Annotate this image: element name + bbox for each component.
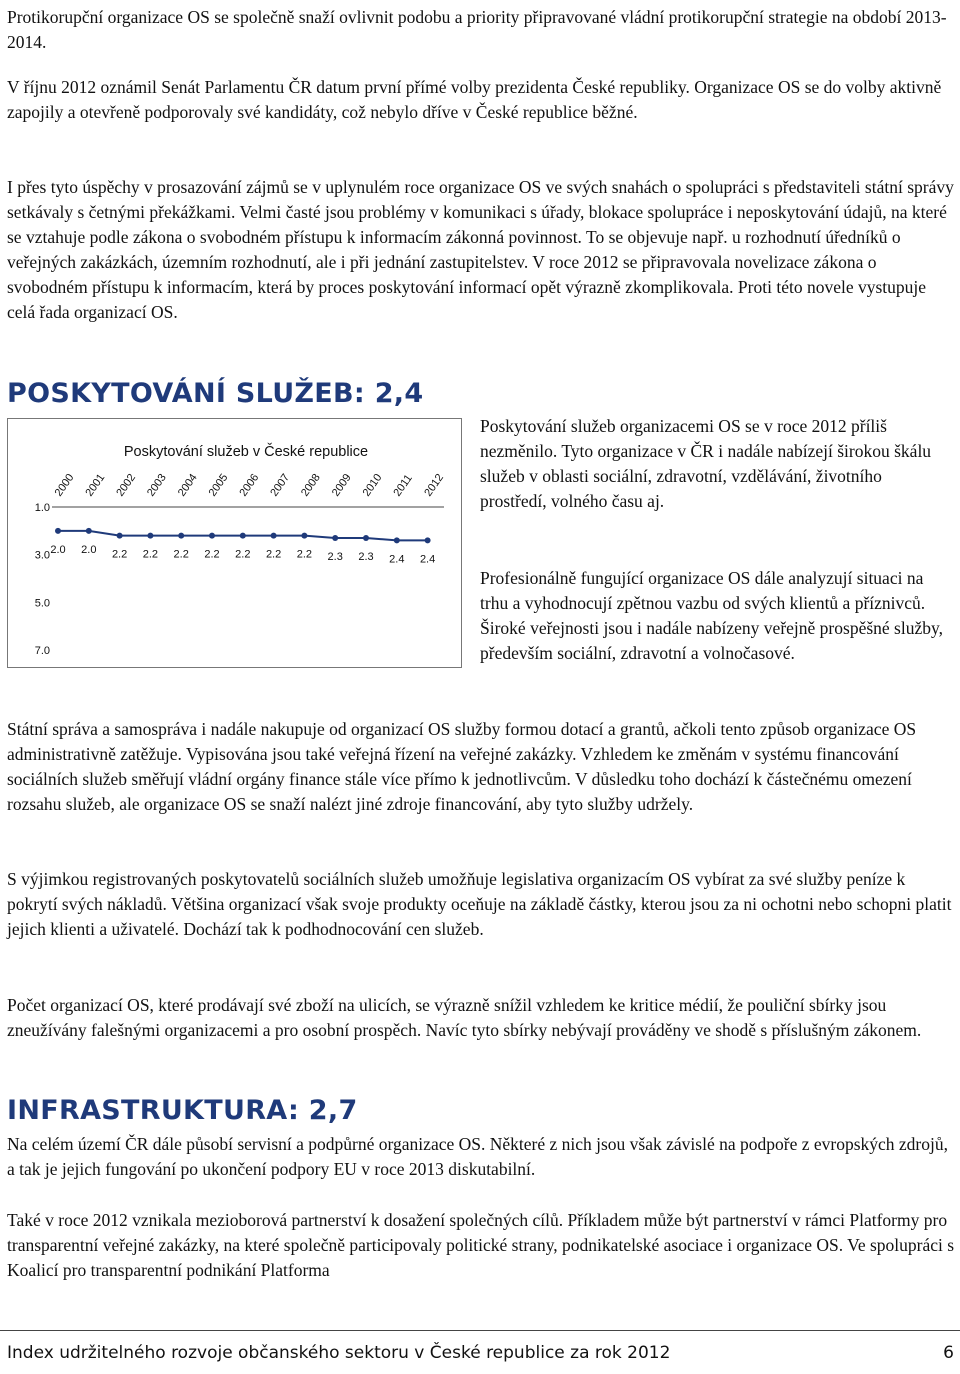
- x-tick-label: 2012: [422, 471, 447, 499]
- y-tick-label: 5.0: [34, 597, 50, 610]
- paragraph-support-organizations: Na celém území ČR dále působí servisní a podpůrné organizace OS. Některé z nich jsou však závislé na podpoře z evropských zdrojů, a tak je jejich fungování po ukončení podpory EU v roce 2013 diskutabilní.: [7, 1134, 948, 1179]
- x-tick-label: 2005: [206, 471, 231, 499]
- data-point: [147, 533, 153, 539]
- data-point: [117, 533, 123, 539]
- data-label: 2.2: [173, 548, 189, 561]
- paragraph-obstacles: I přes tyto úspěchy v prosazování zájmů se v uplynulém roce organizace OS ve svých snahách o spolupráci s představiteli státní správy setkávaly s četnými překážkami. Velmi časté jsou problémy v komunikaci s úřady, blokace spolupráce i neposkytování údajů, na které se vztahuje podle zákona o svobodném přístupu k informacím zákonná povinnost. To se objevuje např. u rozhodnutí úředníků o veřejných zakázkách, územním rozhodnutí, ale i při jednání zastupitelstev. V roce 2012 se připravovala novelizace zákona o svobodném přístupu k informacím, která by proces poskytování informací opět výrazně zkomplikovala. Proti této novele vystupuje celá řada organizací OS.: [7, 177, 954, 322]
- footer-divider: [0, 1330, 960, 1331]
- x-tick-label: 2010: [360, 471, 385, 499]
- data-point: [178, 533, 184, 539]
- data-label: 2.3: [358, 550, 374, 563]
- data-label: 2.2: [296, 548, 313, 561]
- y-tick-label: 7.0: [34, 645, 50, 657]
- data-point: [271, 533, 277, 539]
- y-tick-label: 1.0: [34, 502, 50, 514]
- data-label: 2.3: [327, 550, 343, 563]
- data-point: [394, 537, 400, 543]
- data-label: 2.4: [389, 553, 405, 566]
- data-point: [332, 535, 338, 541]
- services-chart: [7, 418, 462, 668]
- paragraph-fees: S výjimkou registrovaných poskytovatelů sociálních služeb umožňuje legislativa organizacím OS vybírat za své služby peníze k pokrytí svých nákladů. Většina organizací však svoje produkty oceňuje na základě částky, kterou jsou za ni ochotni nebo schopni platit jejich klienti a uživatelé. Dochází tak k podhodnocování cen služeb.: [7, 869, 952, 939]
- data-point: [55, 528, 61, 534]
- x-tick-label: 2003: [145, 471, 169, 499]
- paragraph-street-collections: Počet organizací OS, které prodávají své zboží na ulicích, se výrazně snížil vzhledem ke kritice médií, že pouliční sbírky jsou zneužívány falešnými organizacemi a pro osobní prospěch. Navíc tyto sbírky nebývají prováděny ve shodě s příslušným zákonem.: [7, 995, 922, 1040]
- x-tick-label: 2006: [237, 471, 262, 499]
- x-tick-label: 2009: [329, 471, 354, 499]
- data-point: [301, 533, 307, 539]
- footer-title: Index udržitelného rozvoje občanského sektoru v České republice za rok 2012: [7, 1343, 671, 1363]
- paragraph-presidential-election: V říjnu 2012 oznámil Senát Parlamentu ČR datum první přímé volby prezidenta České republiky. Organizace OS se do volby aktivně zapojily a otevřeně podporovaly své kandidáty, což nebylo dříve v České republice běžné.: [7, 77, 942, 122]
- paragraph-partnerships: Také v roce 2012 vznikala mezioborová partnerství k dosažení společných cílů. Příkladem může být partnerství v rámci Platformy pro transparentní veřejné zakázky, na které společně participovaly politické strany, podnikatelské asociace i organizace OS. Ve spolupráci s Koalicí pro transparentní podnikání Platforma: [7, 1210, 955, 1280]
- side-paragraph-services-1: Poskytování služeb organizacemi OS se v roce 2012 příliš nezměnilo. Tyto organizace v ČR i nadále nabízejí širokou škálu služeb v oblasti sociální, zdravotní, vzdělávání, životního prostředí, volného času aj.: [480, 416, 932, 511]
- chart-title: Poskytování služeb v České republice: [123, 444, 369, 460]
- x-tick-label: 2007: [268, 471, 293, 499]
- x-tick-label: 2008: [299, 471, 323, 499]
- paragraph-state-purchase: Státní správa a samospráva i nadále nakupuje od organizací OS služby formou dotací a grantů, ačkoli tento způsob organizace OS administrativně zatěžuje. Vypisována jsou také veřejná řízení na veřejné zakázky. Vzhledem ke změnám v systému financování sociálních služeb směřují vládní orgány finance stále více přímo k jednotlivcům. V důsledku toho dochází k částečnému omezení rozsahu služeb, ale organizace OS se snaží nalézt jiné zdroje financování, aby tyto služby udržely.: [7, 719, 917, 814]
- section-heading-infrastructure: INFRASTRUKTURA: 2,7: [7, 1095, 358, 1126]
- page-number: 6: [943, 1343, 954, 1363]
- data-label: 2.2: [235, 548, 251, 561]
- y-tick-label: 3.0: [34, 549, 50, 562]
- data-label: 2.0: [81, 543, 97, 556]
- section-heading-services: POSKYTOVÁNÍ SLUŽEB: 2,4: [7, 378, 424, 409]
- services-chart-svg: [8, 419, 461, 667]
- x-tick-label: 2001: [83, 471, 108, 499]
- data-point: [425, 537, 431, 543]
- data-label: 2.2: [204, 548, 220, 561]
- data-label: 2.4: [419, 553, 436, 566]
- x-tick-label: 2004: [175, 471, 200, 499]
- x-tick-label: 2011: [391, 472, 415, 499]
- data-label: 2.2: [265, 548, 282, 561]
- data-point: [240, 533, 246, 539]
- data-point: [86, 528, 92, 534]
- data-label: 2.2: [111, 548, 128, 561]
- data-point: [209, 533, 215, 539]
- data-label: 2.2: [142, 548, 159, 561]
- x-tick-label: 2000: [52, 471, 77, 499]
- side-paragraph-services-2: Profesionálně fungující organizace OS dále analyzují situaci na trhu a vyhodnocují zpětnou vazbu od svých klientů a příznivců. Široké veřejnosti jsou i nadále nabízeny veřejně prospěšné služby, především sociální, zdravotní a volnočasové.: [480, 568, 943, 663]
- data-label: 2.0: [50, 543, 66, 556]
- data-point: [363, 535, 369, 541]
- x-tick-label: 2002: [114, 471, 139, 499]
- paragraph-anticorruption: Protikorupční organizace OS se společně snaží ovlivnit podobu a priority připravované vládní protikorupční strategie na období 2013-2014.: [7, 7, 947, 52]
